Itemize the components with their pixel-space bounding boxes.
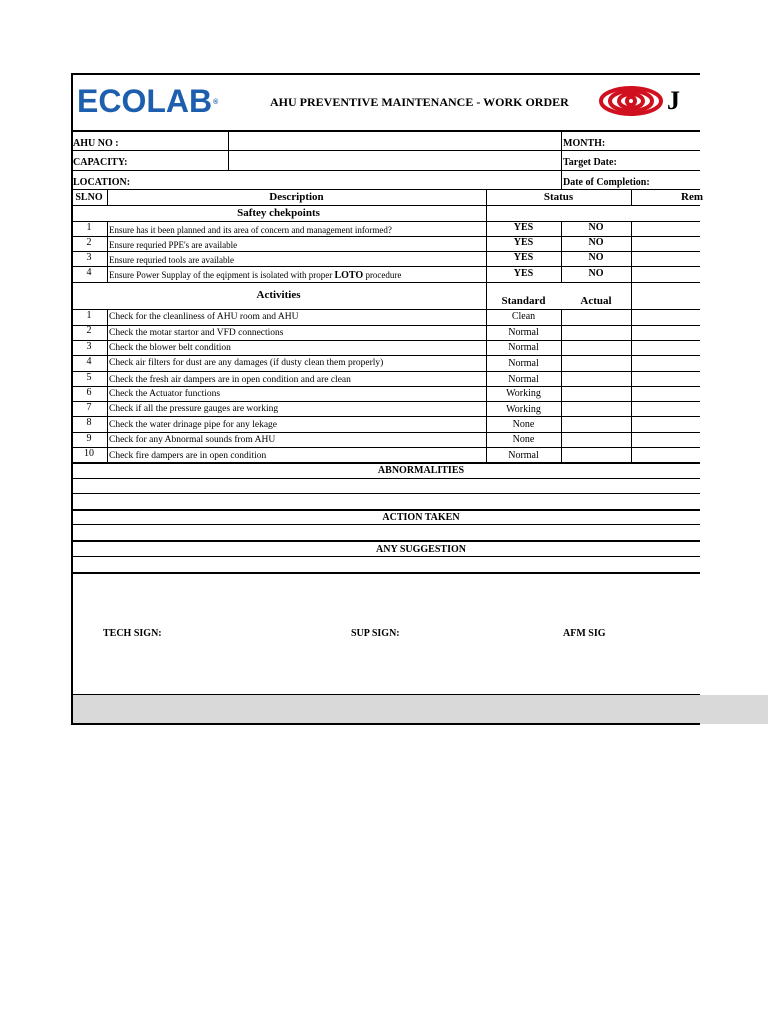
activity-row-desc: Check the water drinage pipe for any lekage (109, 420, 278, 430)
activity-row-desc: Check for any Abnormal sounds from AHU (109, 435, 276, 445)
row-line (71, 309, 700, 310)
row-line (71, 556, 700, 557)
activity-row-no: 4 (86, 356, 92, 367)
col-line (631, 189, 632, 205)
activity-row-no: 6 (86, 387, 92, 398)
safety-row-no: 2 (86, 237, 92, 248)
safety-row-no: 1 (86, 222, 92, 233)
activity-row-standard: Normal (508, 358, 539, 369)
col-line (561, 309, 562, 462)
page-title: AHU PREVENTIVE MAINTENANCE - WORK ORDER (270, 95, 569, 109)
row-line (71, 150, 700, 151)
standard-header: Standard (501, 295, 546, 307)
activity-row-desc: Check if all the pressure gauges are working (109, 404, 279, 414)
location-label: LOCATION: (73, 177, 131, 188)
row-line (71, 416, 700, 417)
row-line (71, 401, 700, 402)
ecolab-logo (77, 83, 218, 119)
safety-row-no: 3 (86, 252, 92, 263)
header-divider (71, 130, 700, 132)
activity-row-no: 5 (86, 372, 92, 383)
action-taken-heading: ACTION TAKEN (382, 512, 460, 523)
row-line (71, 462, 700, 464)
row-line (71, 189, 700, 190)
safety-row-desc: Ensure has it been planned and its area of concern and management informed? (109, 225, 392, 235)
activity-row-no: 10 (84, 448, 94, 459)
sup-sign-label: SUP SIGN: (351, 628, 400, 639)
row-line (71, 282, 700, 283)
activity-row-standard: Normal (508, 342, 539, 353)
activity-row-standard: None (512, 419, 535, 430)
slno-header: SLNO (75, 192, 103, 203)
col-line (631, 221, 632, 462)
completion-date-label: Date of Completion: (563, 177, 650, 188)
row-line (71, 205, 700, 206)
safety-row-yes: YES (513, 268, 534, 279)
row-line (71, 355, 700, 356)
ecolab-logo-text: ECOLAB (77, 83, 213, 119)
any-suggestion-heading: ANY SUGGESTION (376, 544, 466, 555)
target-date-label: Target Date: (563, 157, 617, 168)
row-line (71, 371, 700, 372)
activity-row-standard: Clean (511, 311, 536, 322)
remarks-header: Rem (681, 191, 703, 203)
activity-row-desc: Check the Actuator functions (109, 389, 221, 399)
col-line (561, 130, 562, 189)
row-line (71, 493, 700, 494)
activity-row-desc: Check the blower belt condition (109, 343, 231, 353)
jl-logo-text: J (667, 86, 680, 115)
activity-row-no: 3 (86, 341, 92, 352)
activity-row-standard: Normal (508, 327, 539, 338)
col-line (107, 309, 108, 462)
abnormalities-heading: ABNORMALITIES (377, 465, 465, 476)
safety-row-yes: YES (513, 252, 534, 263)
activity-row-no: 1 (86, 310, 92, 321)
row-line (71, 509, 700, 511)
safety-row-no-option: NO (588, 252, 604, 263)
row-line (71, 325, 700, 326)
status-header: Status (543, 191, 574, 203)
activity-row-standard: Normal (508, 374, 539, 385)
activity-row-standard: None (512, 434, 535, 445)
safety-row-no: 4 (86, 267, 92, 278)
safety-row-yes: YES (513, 237, 534, 248)
safety-row-desc: Ensure requried PPE's are available (109, 240, 238, 250)
activity-row-no: 8 (86, 417, 92, 428)
registered-mark: ® (213, 99, 219, 106)
row-line (71, 386, 700, 387)
month-label: MONTH: (563, 138, 606, 149)
activities-heading: Activities (256, 289, 301, 301)
capacity-label: CAPACITY: (73, 157, 128, 168)
afm-sign-label: AFM SIG (563, 628, 606, 639)
row-line (71, 170, 700, 171)
row-line (71, 478, 700, 479)
col-line (107, 221, 108, 282)
activity-row-desc: Check the fresh air dampers are in open condition and are clean (109, 375, 351, 385)
col-line (228, 130, 229, 170)
row-line (71, 524, 700, 525)
safety-row-desc (109, 269, 401, 282)
footer-line (71, 694, 700, 695)
desc-text: Ensure Power Supplay of the eqipment is isolated with proper (109, 270, 335, 280)
desc-text-bold: LOTO (334, 270, 364, 281)
activity-row-desc: Check for the cleanliness of AHU room and AHU (109, 312, 299, 322)
activity-row-no: 9 (86, 433, 92, 444)
row-line (71, 447, 700, 448)
activity-row-standard: Working (506, 404, 541, 415)
activity-row-standard: Working (506, 388, 541, 399)
activity-row-desc: Check air filters for dust are any damages (if dusty clean them properly) (109, 358, 384, 368)
activity-row-standard: Normal (508, 450, 539, 461)
safety-heading: Saftey chekpoints (237, 207, 320, 219)
row-line (71, 540, 700, 542)
activity-row-desc: Check fire dampers are in open condition (109, 451, 267, 461)
safety-row-no-option: NO (588, 268, 604, 279)
desc-text: procedure (363, 270, 402, 280)
actual-header: Actual (580, 295, 612, 307)
row-line (71, 266, 700, 267)
row-line (71, 572, 700, 574)
row-line (71, 340, 700, 341)
description-header: Description (269, 191, 324, 203)
jl-logo-icon (598, 84, 664, 118)
safety-row-no-option: NO (588, 237, 604, 248)
safety-row-yes: YES (513, 222, 534, 233)
activity-row-desc: Check the motar startor and VFD connections (109, 328, 284, 338)
tech-sign-label: TECH SIGN: (103, 628, 162, 639)
activity-row-no: 7 (86, 402, 92, 413)
safety-row-desc: Ensure requried tools are available (109, 255, 234, 265)
ahu-no-label: AHU NO : (73, 138, 119, 149)
safety-row-no-option: NO (588, 222, 604, 233)
row-line (71, 432, 700, 433)
activity-row-no: 2 (86, 325, 92, 336)
